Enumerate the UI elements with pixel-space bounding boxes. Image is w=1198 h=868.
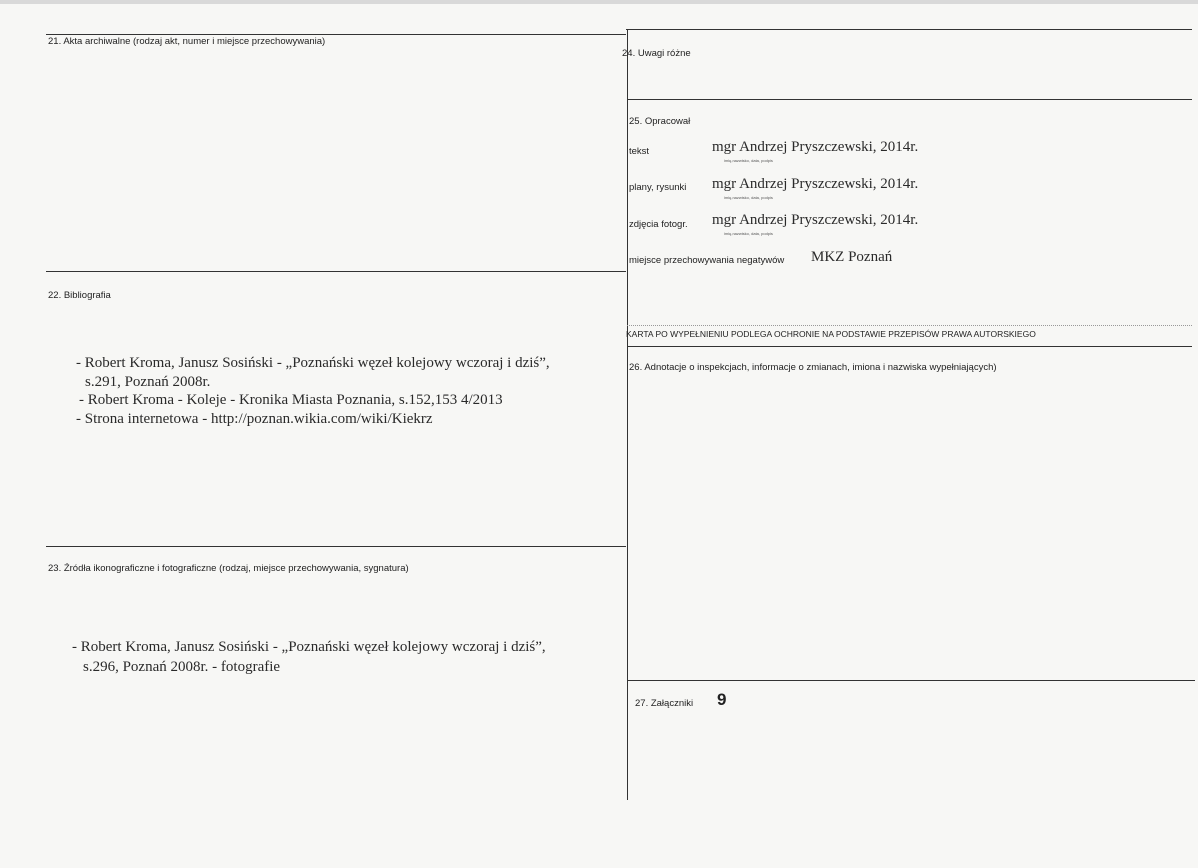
author-row-label: zdjęcia fotogr. — [629, 219, 688, 230]
section-26-label: 26. Adnotacje o inspekcjach, informacje o zmianach, imiona i nazwiska wypełniających) — [629, 362, 997, 373]
copyright-notice: KARTA PO WYPEŁNIENIU PODLEGA OCHRONIE NA PODSTAWIE PRZEPISÓW PRAWA AUTORSKIEGO — [626, 329, 1036, 339]
iconography-entry: s.296, Poznań 2008r. - fotografie — [83, 659, 281, 675]
author-row-hint: imię,nazwisko, data, podpis — [724, 158, 773, 163]
author-row-hint: imię,nazwisko, data, podpis — [724, 195, 773, 200]
iconography-entry: - Robert Kroma, Janusz Sosiński - „Poznański węzeł kolejowy wczoraj i dziś”, — [72, 639, 546, 655]
author-row-label: plany, rysunki — [629, 182, 687, 193]
divider-21-22 — [46, 271, 626, 272]
bibliography-entry: - Robert Kroma - Koleje - Kronika Miasta Poznania, s.152,153 4/2013 — [79, 392, 503, 408]
divider-24-25 — [627, 99, 1192, 100]
author-row-value: mgr Andrzej Pryszczewski, 2014r. — [712, 139, 919, 155]
section-27-label: 27. Załączniki — [635, 698, 694, 709]
bibliography-entry: - Strona internetowa - http://poznan.wikia.com/wiki/Kiekrz — [76, 411, 433, 427]
author-row-value: mgr Andrzej Pryszczewski, 2014r. — [712, 176, 919, 192]
top-rule-left — [46, 34, 626, 35]
author-row-label: tekst — [629, 146, 650, 157]
scan-top-edge — [0, 0, 1198, 4]
author-row-value: mgr Andrzej Pryszczewski, 2014r. — [712, 212, 919, 228]
author-row-hint: imię,nazwisko, data, podpis — [724, 231, 773, 236]
bibliography-entry: s.291, Poznań 2008r. — [85, 374, 211, 390]
divider-26-27 — [627, 680, 1195, 681]
section-25-label: 25. Opracował — [629, 116, 691, 127]
divider-22-23 — [46, 546, 626, 547]
section-23-label: 23. Źródła ikonograficzne i fotograficzne (rodzaj, miejsce przechowywania, sygnatura) — [48, 563, 409, 574]
section-21-label: 21. Akta archiwalne (rodzaj akt, numer i miejsce przechowywania) — [48, 36, 326, 47]
attachments-count: 9 — [717, 690, 727, 709]
negatives-label: miejsce przechowywania negatywów — [629, 255, 785, 266]
center-divider — [627, 30, 628, 800]
divider-notice-top — [627, 325, 1192, 326]
section-24-label: 24. Uwagi różne — [622, 48, 691, 59]
negatives-value: MKZ Poznań — [811, 249, 893, 265]
section-22-label: 22. Bibliografia — [48, 290, 111, 301]
bibliography-entry: - Robert Kroma, Janusz Sosiński - „Poznański węzeł kolejowy wczoraj i dziś”, — [76, 355, 550, 371]
divider-notice-26 — [627, 346, 1192, 347]
top-rule-right — [626, 29, 1192, 30]
